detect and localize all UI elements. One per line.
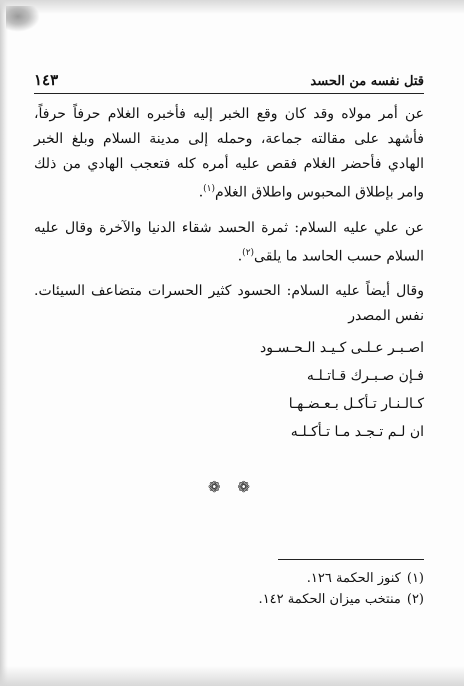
scan-edge-bottom — [0, 666, 464, 686]
paragraph-2-text: عن علي عليه السلام: ثمرة الحسد شقاء الدنيا والآخرة وقال عليه السلام حسب الحاسد ما يلقى — [34, 219, 424, 265]
paragraph-3 — [34, 279, 424, 329]
footnote-ref-2: (٢) — [242, 247, 255, 258]
poem-line-2: فـإن صـبـرك قـاتـلـه — [306, 368, 424, 384]
footnote-separator — [278, 559, 424, 560]
poem — [44, 334, 424, 446]
paragraph-1-text: عن أمر مولاه وقد كان وقع الخبر إليه فأخبره الغلام حرفاً حرفاً، فأشهد على مقالته جماعة، وحمله إلى مدينة السلام وبلغ الخبر الهادي فأحضر الغلام فقص عليه أمره كله فتعجب الهادي من ذلك وامر بإطلاق المحبوس واطلاق الغلام — [34, 106, 424, 201]
page-number: ١٤٣ — [34, 71, 59, 89]
footnote-2 — [44, 589, 424, 610]
scan-edge-top — [0, 0, 464, 14]
footnote-1-text: كنوز الحكمة ١٢٦. — [306, 571, 401, 586]
poem-line-3: كـالـنـار تـأكـل بـعـضـهـا — [288, 396, 424, 412]
paragraph-2: عن علي عليه السلام: ثمرة الحسد شقاء الدنيا والآخرة وقال عليه السلام حسب الحاسد ما يلقى$^{(٢)}$. — [34, 219, 424, 265]
scan-edge-left — [0, 0, 8, 686]
ink-blot — [6, 6, 40, 32]
footnote-2-text: منتخب ميزان الحكمة ١٤٢. — [258, 592, 401, 607]
poem-line-1: اصـبـر عـلـى كـيـد الـحـسـود — [259, 340, 424, 356]
footnote-ref-1: (١) — [203, 184, 216, 194]
footnote-1 — [44, 568, 424, 589]
footnote-2-mark: (٢) — [406, 592, 424, 607]
body-text — [34, 102, 424, 339]
paragraph-1: عن أمر مولاه وقد كان وقع الخبر إليه فأخبره الغلام حرفاً حرفاً، فأشهد على مقالته جماعة، وحمله إلى مدينة السلام وبلغ الخبر الهادي فأحضر الغلام فقص عليه أمره كله فتعجب الهادي من ذلك وامر بإطلاق المحبوس واطلاق الغلام$^{(١)}$. — [34, 106, 424, 201]
paragraph-3-text: وقال أيضاً عليه السلام: الحسود كثير الحسرات متضاعف السيئات. نفس المصدر — [34, 283, 424, 325]
running-header — [34, 63, 424, 94]
footnote-1-mark: (١) — [406, 571, 424, 586]
section-ornament: ❁ ❁ — [208, 478, 256, 496]
footnotes — [44, 568, 424, 610]
poem-line-4: ان لـم تـجـد مـا تـأكـلـه — [290, 424, 424, 440]
chapter-title: قتل نفسه من الحسد — [310, 74, 424, 89]
